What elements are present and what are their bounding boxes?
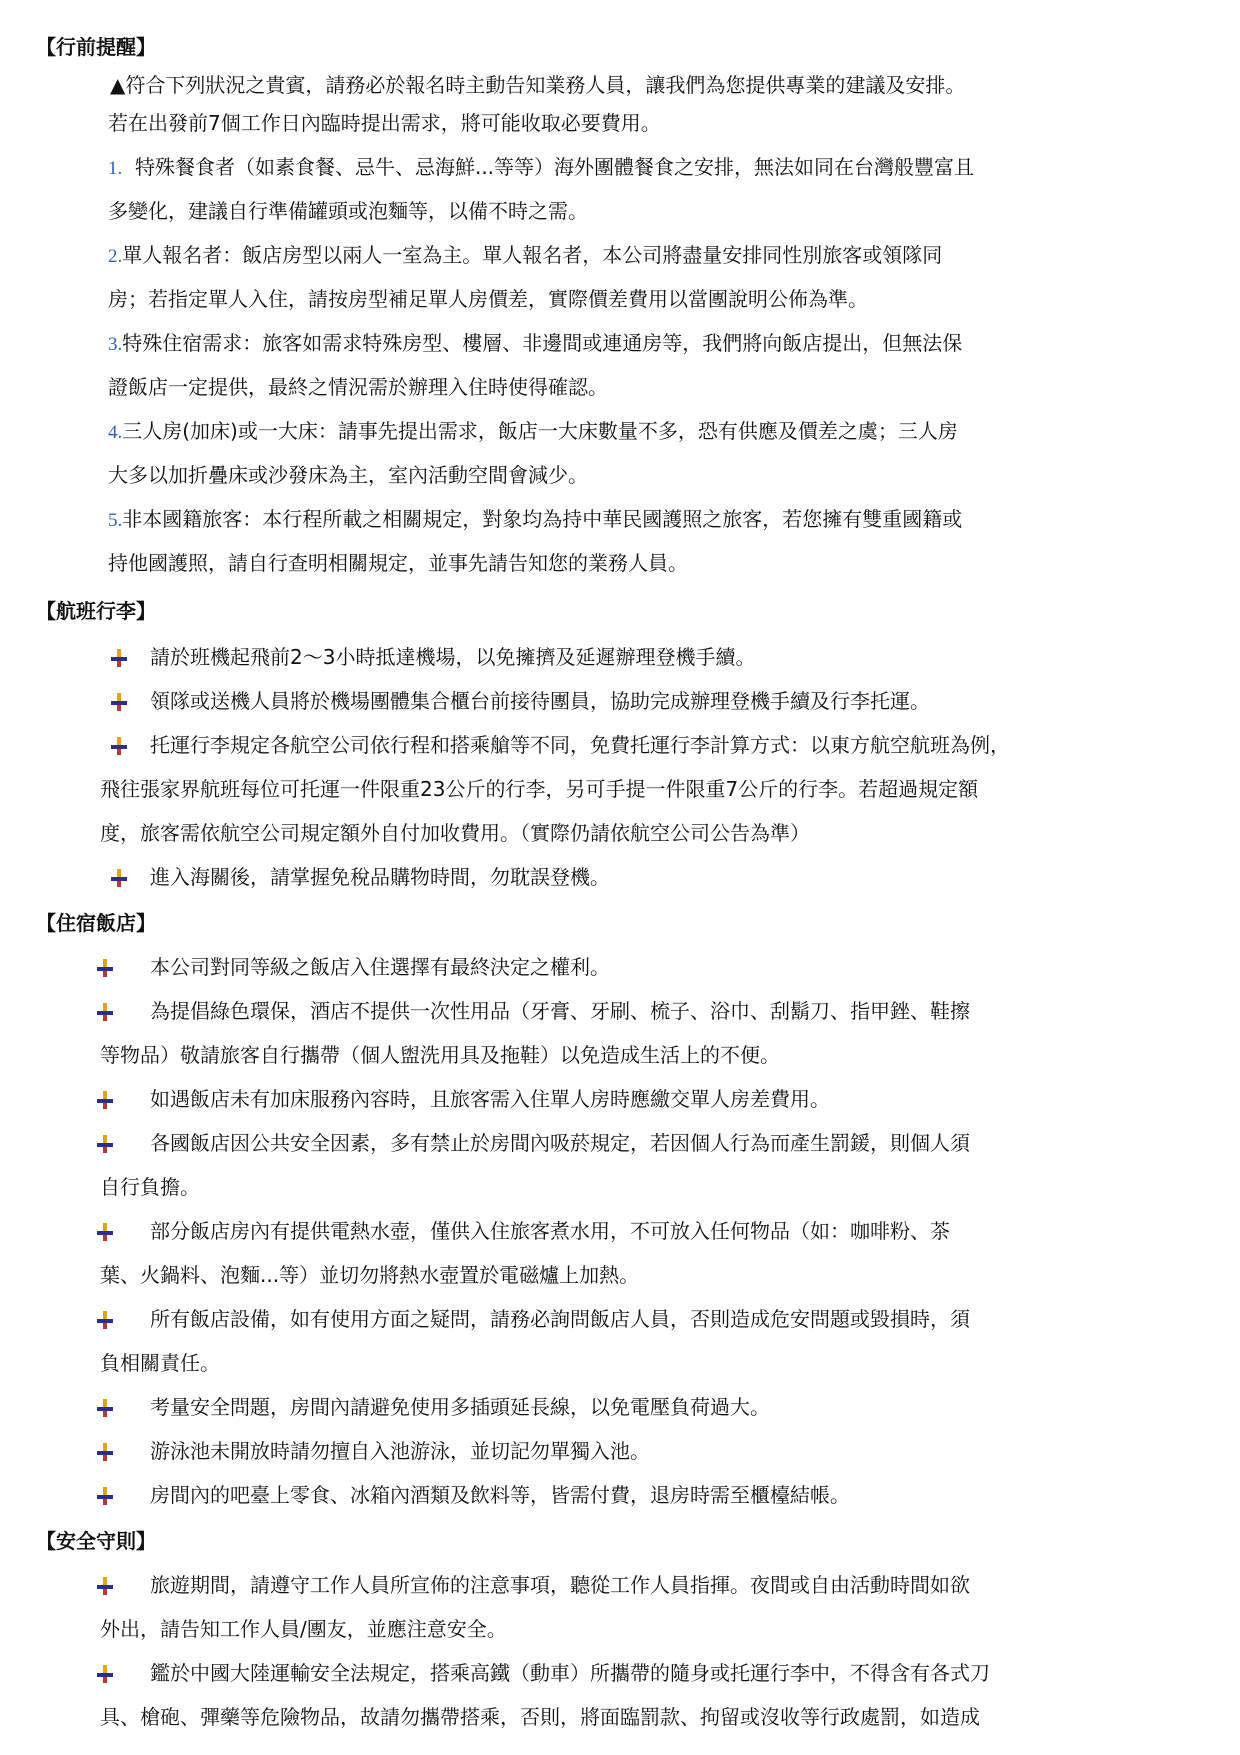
section-title-reminder: 【行前提醒】 [36,35,156,59]
flight-item-3-cont-1: 飛往張家界航班每位可托運一件限重23公斤的行李，另可手提一件限重7公斤的行李。若超過規定額 [100,777,979,801]
bullet-arrow-icon [96,1222,114,1242]
reminder-item-4-cont: 大多以加折疊床或沙發床為主，室內活動空間會減少。 [108,463,588,487]
item-number: 5. [108,510,123,531]
section-title-flight: 【航班行李】 [36,599,156,623]
hotel-item-4-cont: 自行負擔。 [100,1175,200,1199]
reminder-intro-line-2: 若在出發前7個工作日內臨時提出需求，將可能收取必要費用。 [108,111,661,135]
hotel-item-4: 各國飯店因公共安全因素，多有禁止於房間內吸菸規定，若因個人行為而產生罰鍰，則個人須 [150,1131,970,1155]
bullet-arrow-icon [96,1664,114,1684]
bullet-arrow-icon [96,1398,114,1418]
reminder-item-2-cont: 房；若指定單人入住，請按房型補足單人房價差，實際價差費用以當團說明公佈為準。 [108,287,868,311]
hotel-item-5: 部分飯店房內有提供電熱水壺，僅供入住旅客煮水用，不可放入任何物品（如：咖啡粉、茶 [150,1219,950,1243]
flight-item-4: 進入海關後，請掌握免稅品購物時間，勿耽誤登機。 [150,865,610,889]
hotel-item-6-cont: 負相關責任。 [100,1351,220,1375]
bullet-arrow-icon [110,648,128,668]
bullet-arrow-icon [96,1442,114,1462]
item-number: 1. [108,158,123,179]
reminder-item-5-cont: 持他國護照，請自行查明相關規定，並事先請告知您的業務人員。 [108,551,688,575]
item-text: 特殊餐食者（如素食餐、忌牛、忌海鮮...等等）海外團體餐食之安排，無法如同在台灣般豐富且 [134,155,975,179]
section-title-safety: 【安全守則】 [36,1529,156,1553]
item-number: 3. [108,334,123,355]
reminder-item-4 [108,416,958,448]
item-text: 三人房(加床)或一大床：請事先提出需求，飯店一大床數量不多，恐有供應及價差之虞；三人房 [122,419,958,443]
reminder-item-1 [108,152,974,184]
safety-item-2: 鑑於中國大陸運輸安全法規定，搭乘高鐵（動車）所攜帶的隨身或托運行李中，不得含有各式刀 [150,1661,990,1685]
hotel-item-2: 為提倡綠色環保，酒店不提供一次性用品（牙膏、牙刷、梳子、浴巾、刮鬍刀、指甲銼、鞋擦 [150,999,970,1023]
flight-item-2: 領隊或送機人員將於機場團體集合櫃台前接待團員，協助完成辦理登機手續及行李托運。 [150,689,930,713]
hotel-item-2-cont: 等物品）敬請旅客自行攜帶（個人盥洗用具及拖鞋）以免造成生活上的不便。 [100,1043,780,1067]
section-title-hotel: 【住宿飯店】 [36,911,156,935]
hotel-item-8: 游泳池未開放時請勿擅自入池游泳，並切記勿單獨入池。 [150,1439,650,1463]
safety-item-2-cont: 具、槍砲、彈藥等危險物品，故請勿攜帶搭乘，否則，將面臨罰款、拘留或沒收等行政處罰，如造成 [100,1705,980,1729]
item-number: 2. [108,246,123,267]
bullet-arrow-icon [96,958,114,978]
flight-item-3-cont-2: 度，旅客需依航空公司規定額外自付加收費用。（實際仍請依航空公司公告為準） [100,821,810,845]
hotel-item-5-cont: 葉、火鍋料、泡麵...等）並切勿將熱水壺置於電磁爐上加熱。 [100,1263,640,1287]
bullet-arrow-icon [110,692,128,712]
item-number: 4. [108,422,123,443]
reminder-item-3-cont: 證飯店一定提供，最終之情況需於辦理入住時使得確認。 [108,375,608,399]
bullet-arrow-icon [96,1310,114,1330]
item-text: 單人報名者：飯店房型以兩人一室為主。單人報名者，本公司將盡量安排同性別旅客或領隊同 [122,243,943,267]
bullet-arrow-icon [96,1486,114,1506]
hotel-item-1: 本公司對同等級之飯店入住選擇有最終決定之權利。 [150,955,610,979]
hotel-item-9: 房間內的吧臺上零食、冰箱內酒類及飲料等，皆需付費，退房時需至櫃檯結帳。 [150,1483,850,1507]
reminder-intro-line-1: ▲符合下列狀況之貴賓，請務必於報名時主動告知業務人員，讓我們為您提供專業的建議及安排。 [110,73,966,97]
reminder-item-2 [108,240,942,272]
bullet-arrow-icon [96,1134,114,1154]
bullet-arrow-icon [110,736,128,756]
reminder-item-5 [108,504,962,536]
reminder-item-1-cont: 多變化，建議自行準備罐頭或泡麵等，以備不時之需。 [108,199,588,223]
bullet-arrow-icon [96,1002,114,1022]
hotel-item-6: 所有飯店設備，如有使用方面之疑問，請務必詢問飯店人員，否則造成危安問題或毀損時，須 [150,1307,970,1331]
bullet-arrow-icon [96,1576,114,1596]
bullet-arrow-icon [96,1090,114,1110]
reminder-item-3 [108,328,962,360]
hotel-item-7: 考量安全問題，房間內請避免使用多插頭延長線，以免電壓負荷過大。 [150,1395,770,1419]
item-text: 特殊住宿需求：旅客如需求特殊房型、樓層、非邊間或連通房等，我們將向飯店提出，但無法保 [122,331,963,355]
flight-item-3: 托運行李規定各航空公司依行程和搭乘艙等不同，免費托運行李計算方式：以東方航空航班為例， [150,733,1010,757]
safety-item-1: 旅遊期間，請遵守工作人員所宣佈的注意事項，聽從工作人員指揮。夜間或自由活動時間如欲 [150,1573,970,1597]
item-text: 非本國籍旅客：本行程所載之相關規定，對象均為持中華民國護照之旅客，若您擁有雙重國籍或 [122,507,963,531]
bullet-arrow-icon [110,868,128,888]
safety-item-1-cont: 外出，請告知工作人員/團友，並應注意安全。 [100,1617,507,1641]
flight-item-1: 請於班機起飛前2～3小時抵達機場，以免擁擠及延遲辦理登機手續。 [150,645,756,669]
hotel-item-3: 如遇飯店未有加床服務內容時，且旅客需入住單人房時應繳交單人房差費用。 [150,1087,830,1111]
